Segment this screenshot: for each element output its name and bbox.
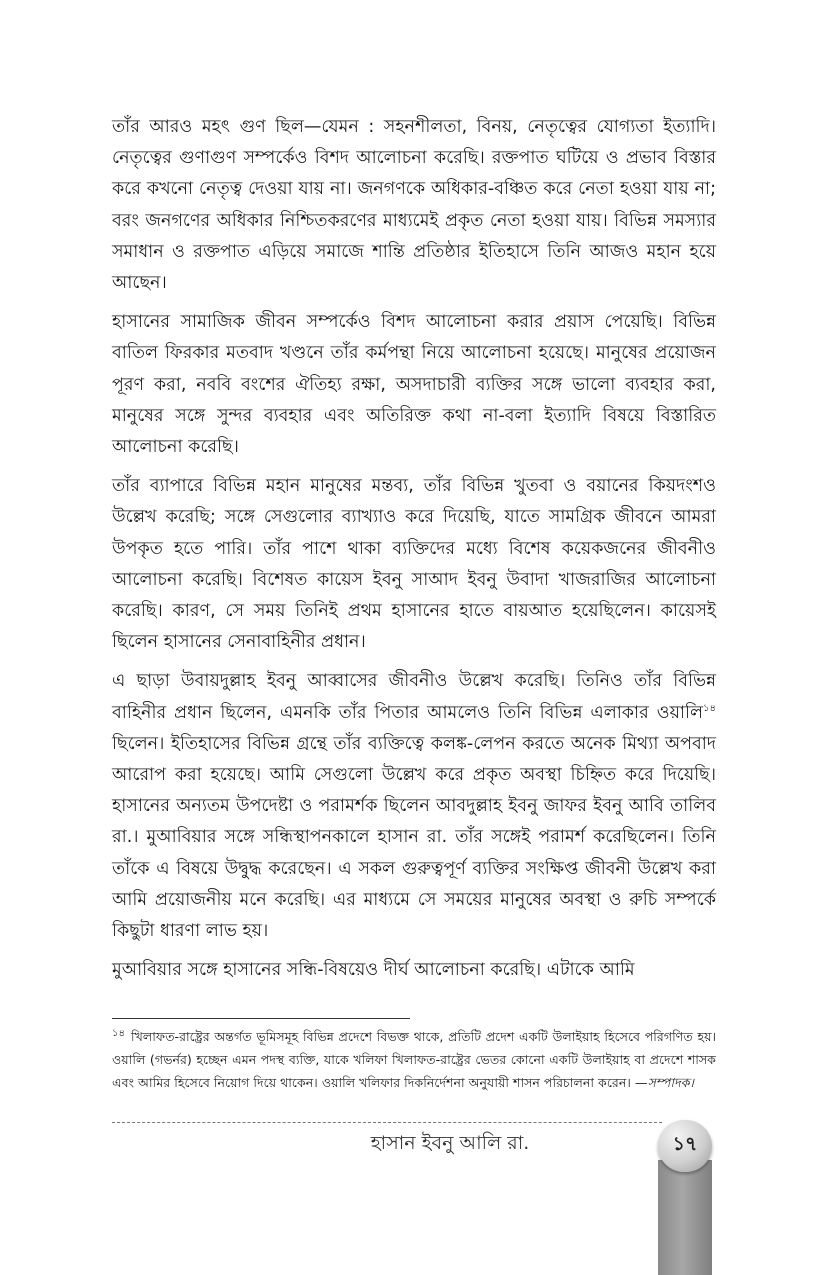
- footnote: [112, 1022, 716, 1094]
- main-text: [112, 112, 716, 994]
- paragraph-3: তাঁর ব্যাপারে বিভিন্ন মহান মানুষের মন্তব্য, তাঁর বিভিন্ন খুতবা ও বয়ানের কিয়দংশও উল্লেখ করেছি; সঙ্গে সেগুলোর ব্যাখ্যাও করে দিয়েছি, যাতে সামগ্রিক জীবনে আমরা উপকৃত হতে পারি। তাঁর পাশে থাকা ব্যক্তিদের মধ্যে বিশেষ কয়েকজনের জীবনীও আলোচনা করেছি। বিশেষত কায়েস ইবনু সাআদ ইবনু উবাদা খাজরাজির আলোচনা করেছি। কারণ, সে সময় তিনিই প্রথম হাসানের হাতে বায়আত হয়েছিলেন। কায়েসই ছিলেন হাসানের সেনাবাহিনীর প্রধান।: [112, 476, 716, 653]
- footnote-mark: ১৪: [112, 1028, 125, 1039]
- footnote-text: খিলাফত-রাষ্ট্রের অন্তর্গত ভূমিসমূহ বিভিন্ন প্রদেশে বিভক্ত থাকে, প্রতিটি প্রদেশ একটি উলাইয়াহ হিসেবে পরিগণিত হয়। ওয়ালি (গভর্নর) হচ্ছেন এমন পদস্থ ব্যক্তি, যাকে খলিফা খিলাফত-রাষ্ট্রের ভেতর কোনো একটি উলাইয়াহ বা প্রদেশে শাসক এবং আমির হিসেবে নিয়োগ দিয়ে থাকেন। ওয়ালি খলিফার দিকনির্দেশনা অনুযায়ী শাসন পরিচালনা করেন। —: [112, 1029, 716, 1091]
- paragraph-4: [112, 666, 716, 947]
- paragraph-1: তাঁর আরও মহৎ গুণ ছিল—যেমন : সহনশীলতা, বিনয়, নেতৃত্বের যোগ্যতা ইত্যাদি। নেতৃত্বের গুণাগুণ সম্পর্কেও বিশদ আলোচনা করেছি। রক্তপাত ঘটিয়ে ও প্রভাব বিস্তার করে কখনো নেতৃত্ব দেওয়া যায় না। জনগণকে অধিকার-বঞ্চিত করে নেতা হওয়া যায় না; বরং জনগণের অধিকার নিশ্চিতকরণের মাধ্যমেই প্রকৃত নেতা হওয়া যায়। বিভিন্ন সমস্যার সমাধান ও রক্তপাত এড়িয়ে সমাজে শান্তি প্রতিষ্ঠার ইতিহাসে তিনি আজও মহান হয়ে আছেন।: [112, 117, 716, 294]
- footer-divider: [112, 1122, 662, 1123]
- page-number-badge: [658, 1120, 712, 1172]
- page-tab-bar: [658, 1160, 712, 1275]
- footnote-rule: [112, 1018, 410, 1019]
- page-number: ১৭: [672, 1133, 698, 1155]
- footnote-editor-credit: সম্পাদক।: [647, 1075, 694, 1091]
- paragraph-5: মুআবিয়ার সঙ্গে হাসানের সন্ধি-বিষয়েও দীর্ঘ আলোচনা করেছি। এটাকে আমি: [112, 960, 635, 981]
- running-title: হাসান ইবনু আলি রা.: [370, 1132, 530, 1154]
- paragraph-4-text-b: ছিলেন। ইতিহাসের বিভিন্ন গ্রন্থে তাঁর ব্যক্তিত্বে কলঙ্ক-লেপন করতে অনেক মিথ্যা অপবাদ আরোপ করা হয়েছে। আমি সেগুলো উল্লেখ করে প্রকৃত অবস্থা চিহ্নিত করে দিয়েছি। হাসানের অন্যতম উপদেষ্টা ও পরামর্শক ছিলেন আবদুল্লাহ ইবনু জাফর ইবনু আবি তালিব রা.। মুআবিয়ার সঙ্গে সন্ধিস্থাপনকালে হাসান রা. তাঁর সঙ্গেই পরামর্শ করেছিলেন। তিনি তাঁকে এ বিষয়ে উদ্বুদ্ধ করেছেন। এ সকল গুরুত্বপূর্ণ ব্যক্তির সংক্ষিপ্ত জীবনী উল্লেখ করা আমি প্রয়োজনীয় মনে করেছি। এর মাধ্যমে সে সময়ের মানুষের অবস্থা ও রুচি সম্পর্কে কিছুটা ধারণা লাভ হয়।: [112, 733, 716, 942]
- paragraph-2: হাসানের সামাজিক জীবন সম্পর্কেও বিশদ আলোচনা করার প্রয়াস পেয়েছি। বিভিন্ন বাতিল ফিরকার মতবাদ খণ্ডনে তাঁর কর্মপন্থা নিয়ে আলোচনা হয়েছে। মানুষের প্রয়োজন পূরণ করা, নববি বংশের ঐতিহ্য রক্ষা, অসদাচারী ব্যক্তির সঙ্গে ভালো ব্যবহার করা, মানুষের সঙ্গে সুন্দর ব্যবহার এবং অতিরিক্ত কথা না-বলা ইত্যাদি বিষয়ে বিস্তারিত আলোচনা করেছি।: [112, 312, 716, 458]
- paragraph-4-text-a: এ ছাড়া উবায়দুল্লাহ ইবনু আব্বাসের জীবনীও উল্লেখ করেছি। তিনিও তাঁর বিভিন্ন বাহিনীর প্রধান ছিলেন, এমনকি তাঁর পিতার আমলেও তিনি বিভিন্ন এলাকার ওয়ালি: [112, 671, 716, 723]
- footnote-reference[interactable]: ১৪: [703, 702, 716, 714]
